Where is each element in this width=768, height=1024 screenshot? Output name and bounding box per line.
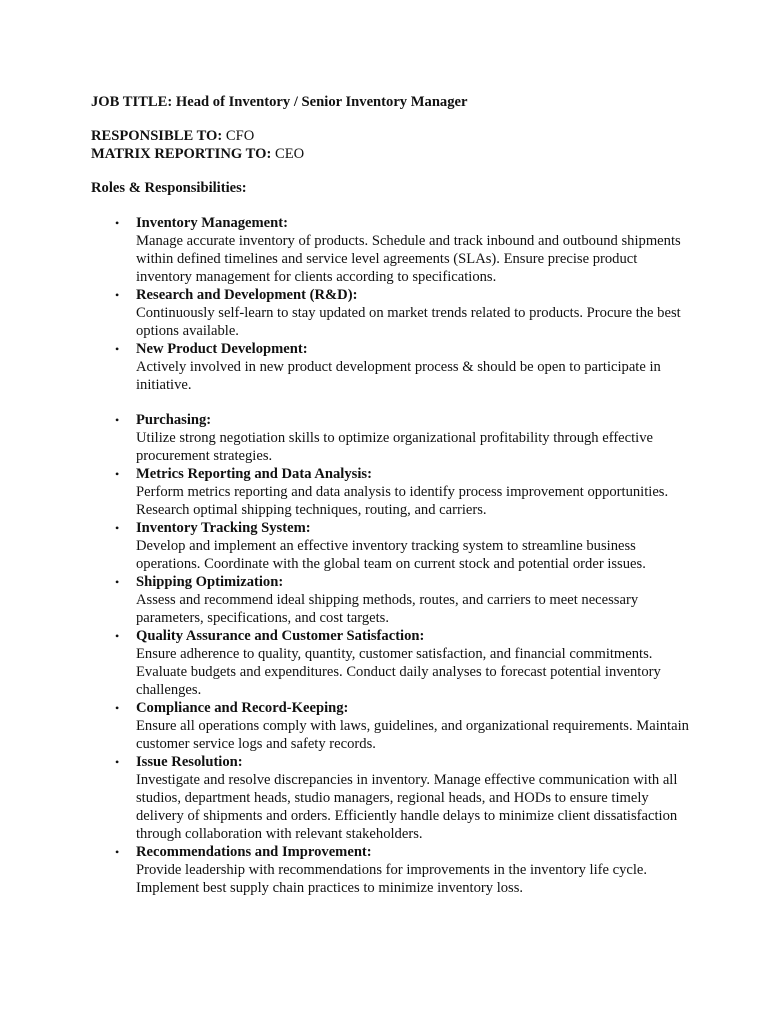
role-title: Research and Development (R&D): — [136, 287, 358, 303]
role-title: Quality Assurance and Customer Satisfaction: — [136, 628, 425, 644]
role-description: Assess and recommend ideal shipping methods, routes, and carriers to meet necessary parameters, specifications, and cost targets. — [136, 592, 639, 626]
role-description: Investigate and resolve discrepancies in inventory. Manage effective communication with all studios, department heads, studio managers, regional heads, and HODs to ensure timely delivery of shipments and orders. Efficiently handle delays to minimize client dissatisfaction through collaboration with relevant stakeholders. — [136, 772, 678, 842]
document-page — [91, 93, 691, 897]
bullet-icon: • — [115, 845, 120, 859]
role-title: Inventory Tracking System: — [136, 520, 311, 536]
role-description: Utilize strong negotiation skills to optimize organizational profitability through effective procurement strategies. — [136, 430, 654, 464]
role-description: Ensure adherence to quality, quantity, customer satisfaction, and financial commitments. Evaluate budgets and expenditures. Conduct daily analyses to forecast potential inventory challenges. — [136, 646, 661, 698]
roles-list — [91, 214, 691, 897]
role-title: Issue Resolution: — [136, 754, 243, 770]
list-item — [91, 753, 691, 843]
job-title: JOB TITLE: Head of Inventory / Senior Inventory Manager — [91, 94, 468, 110]
responsible-to-line — [91, 127, 691, 145]
role-description: Continuously self-learn to stay updated on market trends related to products. Procure the best options available. — [136, 305, 681, 339]
bullet-icon: • — [115, 413, 120, 427]
matrix-reporting-line — [91, 145, 691, 163]
role-description: Develop and implement an effective inventory tracking system to streamline business operations. Coordinate with the global team on current stock and potential order issues. — [136, 538, 646, 572]
list-item — [91, 699, 691, 753]
list-item — [91, 573, 691, 627]
bullet-icon: • — [115, 629, 120, 643]
role-title: Metrics Reporting and Data Analysis: — [136, 466, 372, 482]
list-item — [91, 627, 691, 699]
bullet-icon: • — [115, 701, 120, 715]
role-description: Provide leadership with recommendations for improvements in the inventory life cycle. Implement best supply chain practices to minimize inventory loss. — [136, 862, 648, 896]
responsible-to-label: RESPONSIBLE TO: — [91, 128, 223, 144]
bullet-icon: • — [115, 575, 120, 589]
roles-heading: Roles & Responsibilities: — [91, 180, 247, 196]
reporting-section — [91, 127, 691, 163]
responsible-to-value: CFO — [222, 128, 255, 144]
role-title: New Product Development: — [136, 341, 308, 357]
list-item — [91, 214, 691, 286]
list-item — [91, 519, 691, 573]
role-description: Actively involved in new product development process & should be open to participate in initiative. — [136, 359, 661, 393]
list-item — [91, 286, 691, 340]
matrix-reporting-label: MATRIX REPORTING TO: — [91, 146, 272, 162]
bullet-icon: • — [115, 216, 120, 230]
role-title: Purchasing: — [136, 412, 212, 428]
bullet-icon: • — [115, 288, 120, 302]
bullet-icon: • — [115, 521, 120, 535]
list-item — [91, 340, 691, 394]
role-description: Manage accurate inventory of products. Schedule and track inbound and outbound shipments within defined timelines and service level agreements (SLAs). Ensure precise product inventory management for clients according to specifications. — [136, 233, 681, 285]
role-description: Ensure all operations comply with laws, guidelines, and organizational requirements. Maintain customer service logs and safety records. — [136, 718, 689, 752]
role-title: Compliance and Record-Keeping: — [136, 700, 349, 716]
bullet-icon: • — [115, 755, 120, 769]
list-item — [91, 465, 691, 519]
matrix-reporting-value: CEO — [271, 146, 305, 162]
bullet-icon: • — [115, 467, 120, 481]
role-title: Inventory Management: — [136, 215, 288, 231]
role-description: Perform metrics reporting and data analysis to identify process improvement opportunities. Research optimal shipping techniques, routing, and carriers. — [136, 484, 669, 518]
bullet-icon: • — [115, 342, 120, 356]
role-title: Recommendations and Improvement: — [136, 844, 372, 860]
list-item — [91, 411, 691, 465]
list-item — [91, 843, 691, 897]
role-title: Shipping Optimization: — [136, 574, 284, 590]
